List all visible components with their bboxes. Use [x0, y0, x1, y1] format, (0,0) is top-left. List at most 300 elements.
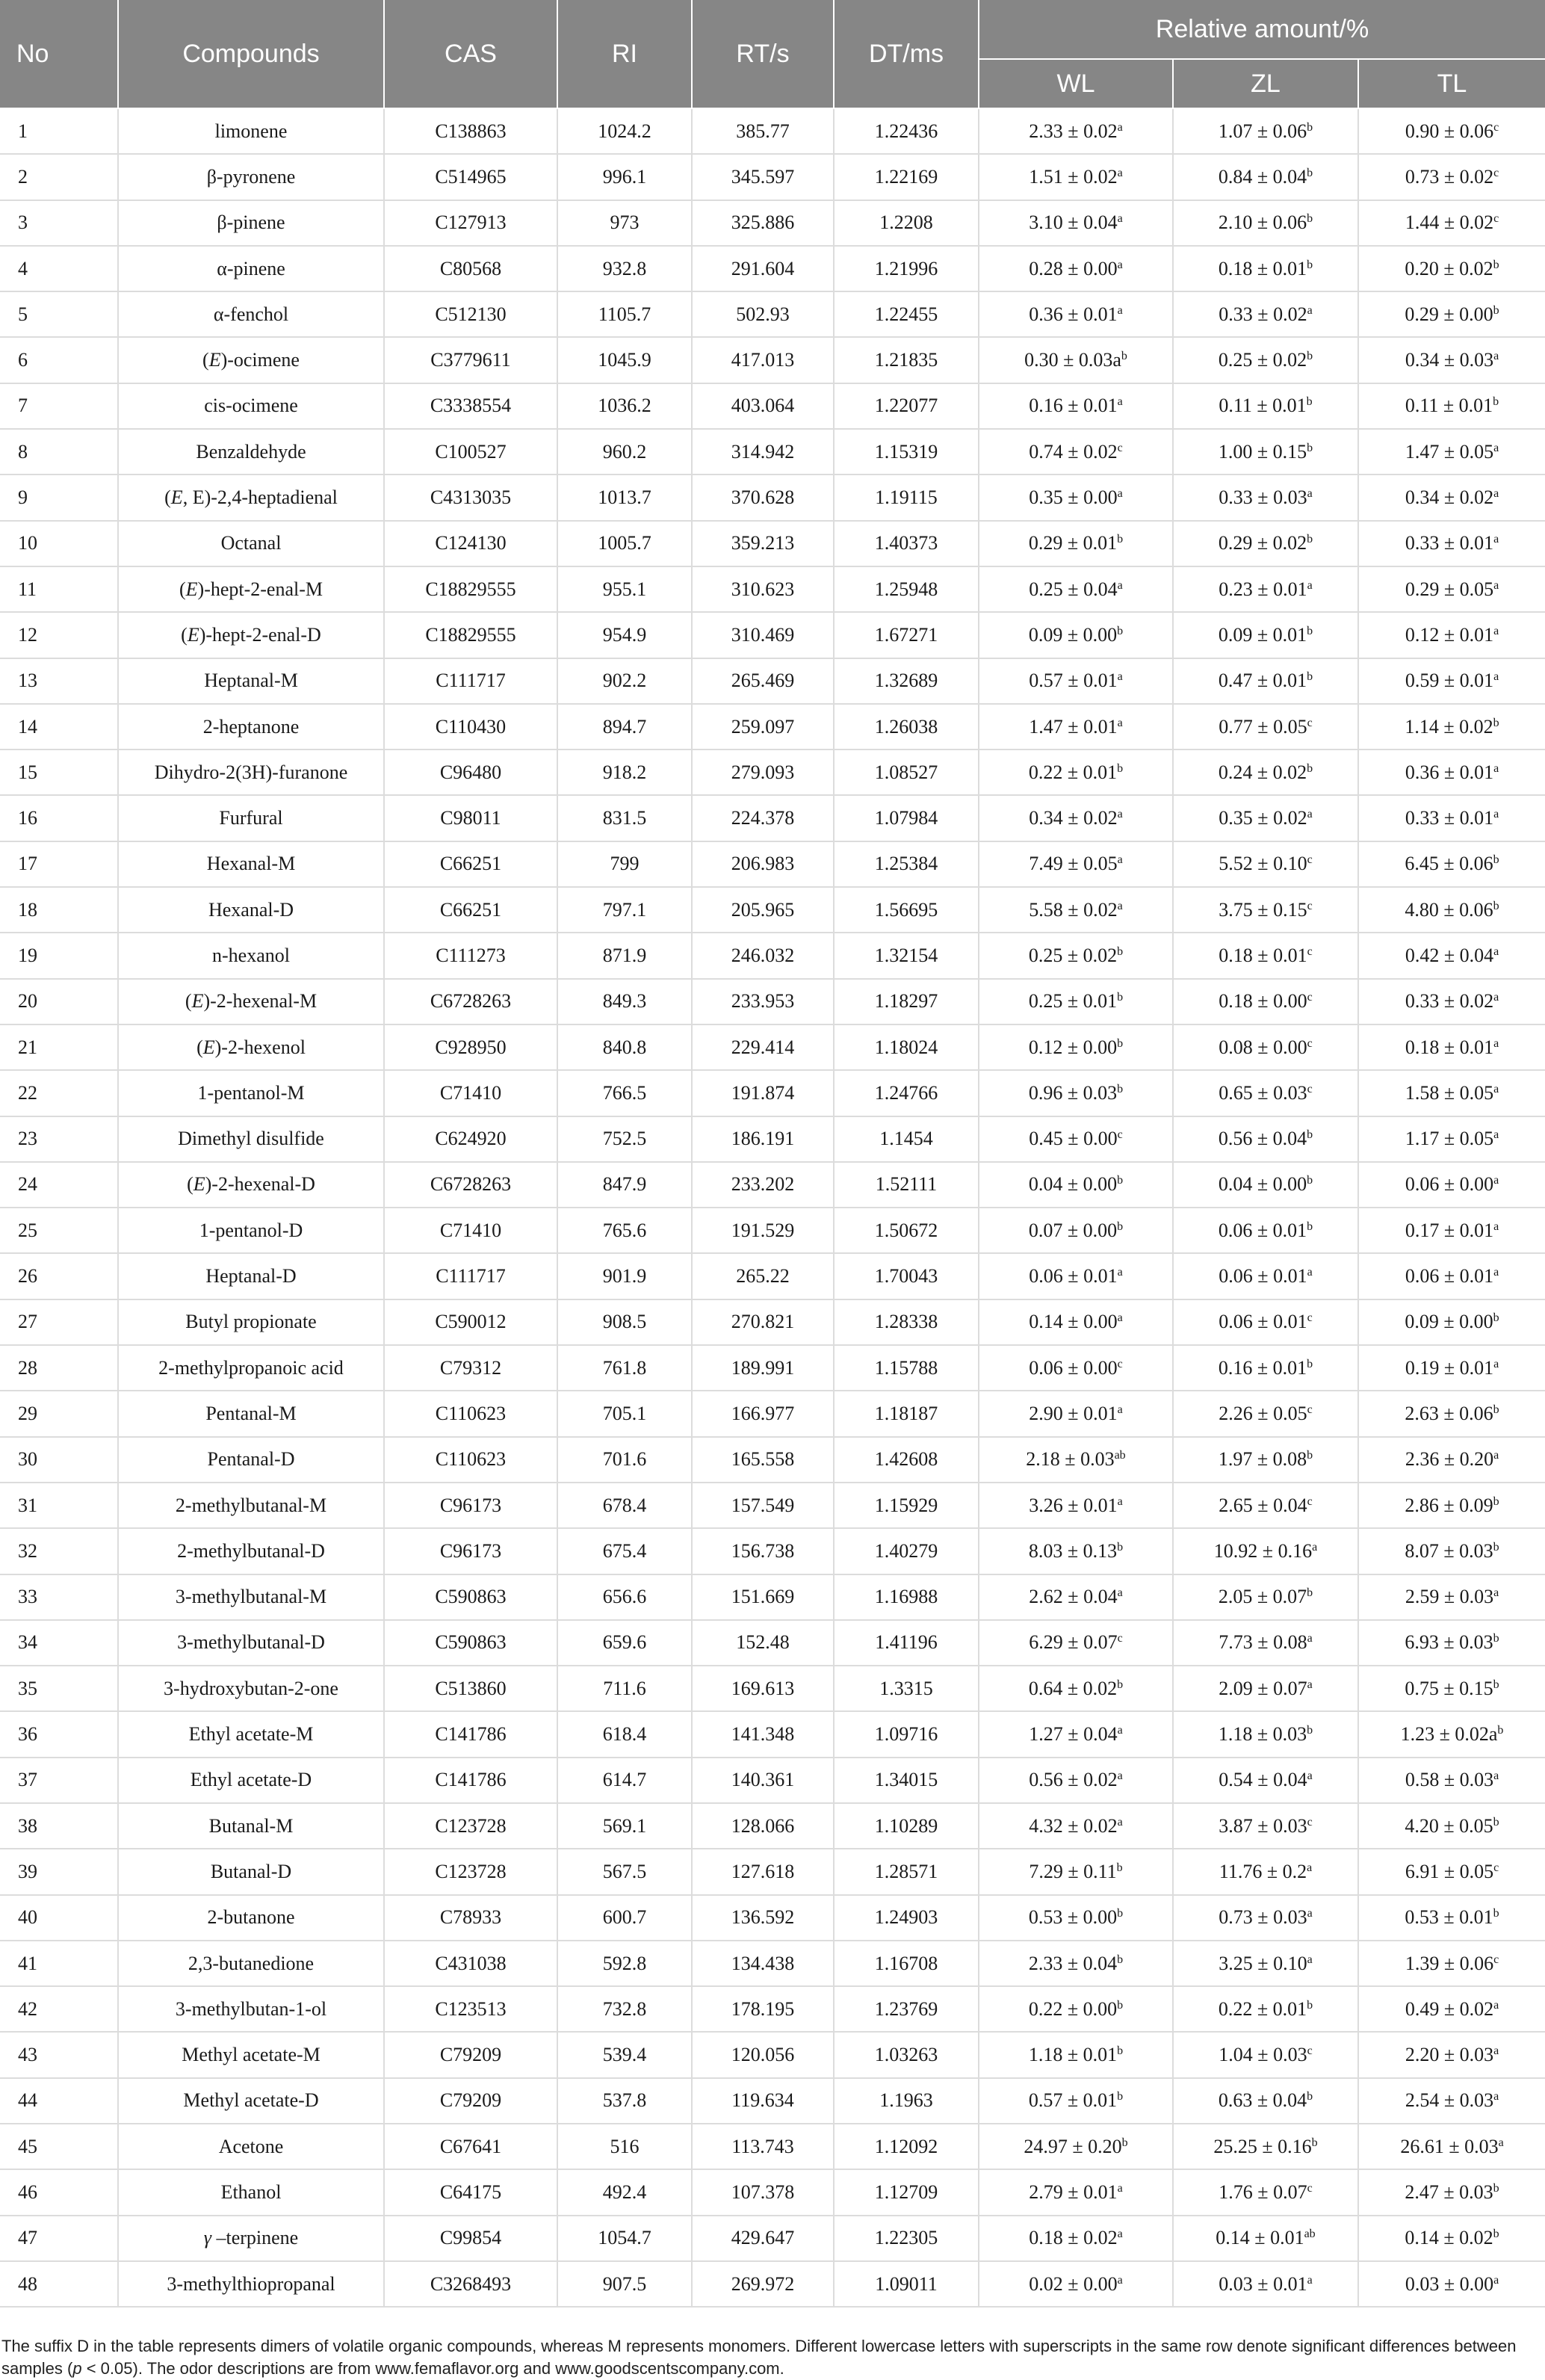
- cas-number: C110623: [384, 1437, 557, 1483]
- zl-value: [1173, 108, 1358, 154]
- cas-number: C4313035: [384, 475, 557, 520]
- retention-index: 894.7: [557, 704, 692, 749]
- retention-time: 233.202: [692, 1162, 834, 1208]
- wl-value: [979, 1528, 1173, 1574]
- wl-mean-sd: 0.04 ± 0.00: [1028, 1173, 1118, 1196]
- tl-value: [1358, 2032, 1545, 2077]
- compound-name: Octanal: [118, 521, 384, 566]
- wl-significance-letter: a: [1117, 2182, 1123, 2195]
- compound-name: Dimethyl disulfide: [118, 1116, 384, 1162]
- wl-value: [979, 749, 1173, 795]
- zl-significance-letter: a: [1307, 1678, 1313, 1691]
- tl-mean-sd: 1.14 ± 0.02: [1405, 715, 1493, 738]
- cas-number: C96480: [384, 749, 557, 795]
- table-row: [0, 1208, 1545, 1253]
- wl-value: [979, 887, 1173, 933]
- tl-value: [1358, 1299, 1545, 1345]
- wl-significance-letter: a: [1117, 1495, 1123, 1508]
- wl-mean-sd: 2.18 ± 0.03: [1026, 1448, 1115, 1471]
- zl-value: [1173, 2169, 1358, 2215]
- compound-name: Ethyl acetate-D: [118, 1758, 384, 1803]
- wl-significance-letter: b: [1117, 2044, 1124, 2058]
- zl-value: [1173, 429, 1358, 475]
- tl-significance-letter: a: [1493, 991, 1499, 1004]
- compound-suffix: )-2-hexenol: [214, 1036, 306, 1058]
- retention-index: 973: [557, 200, 692, 246]
- compound-name: [118, 566, 384, 612]
- row-number: 8: [0, 429, 118, 475]
- zl-value: [1173, 704, 1358, 749]
- zl-value: [1173, 1666, 1358, 1711]
- tl-significance-letter: a: [1493, 1586, 1499, 1600]
- wl-value: [979, 1299, 1173, 1345]
- zl-value: [1173, 383, 1358, 429]
- table-row: [0, 429, 1545, 475]
- zl-mean-sd: 1.07 ± 0.06: [1218, 120, 1307, 142]
- zl-value: [1173, 1483, 1358, 1528]
- cas-number: C99854: [384, 2216, 557, 2261]
- tl-value: [1358, 1437, 1545, 1483]
- tl-value: [1358, 1253, 1545, 1299]
- table-row: [0, 795, 1545, 841]
- header-relative-amount: Relative amount/%: [979, 0, 1545, 59]
- retention-time: 359.213: [692, 521, 834, 566]
- header-wl: WL: [979, 59, 1173, 108]
- wl-mean-sd: 1.51 ± 0.02: [1029, 165, 1118, 188]
- compound-suffix: )-2-hexenal-M: [203, 990, 318, 1013]
- tl-value: [1358, 658, 1545, 704]
- retention-index: 659.6: [557, 1620, 692, 1666]
- wl-significance-letter: b: [1117, 1953, 1124, 1966]
- zl-value: [1173, 1986, 1358, 2032]
- tl-significance-letter: b: [1493, 1311, 1499, 1325]
- zl-significance-letter: c: [1307, 1311, 1313, 1325]
- cas-number: C100527: [384, 429, 557, 475]
- tl-significance-letter: a: [1493, 1220, 1499, 1233]
- compound-italic: E: [170, 486, 183, 509]
- retention-index: 1105.7: [557, 291, 692, 337]
- wl-mean-sd: 0.14 ± 0.00: [1029, 1311, 1118, 1333]
- wl-significance-letter: a: [1117, 853, 1123, 867]
- compound-name: 1-pentanol-D: [118, 1208, 384, 1253]
- header-tl: TL: [1358, 59, 1545, 108]
- tl-significance-letter: c: [1493, 212, 1499, 226]
- retention-time: 224.378: [692, 795, 834, 841]
- retention-time: 136.592: [692, 1895, 834, 1941]
- wl-mean-sd: 7.29 ± 0.11: [1029, 1860, 1117, 1882]
- drift-time: 1.32154: [834, 933, 979, 978]
- wl-significance-letter: a: [1117, 2273, 1123, 2287]
- wl-value: [979, 2169, 1173, 2215]
- wl-value: [979, 1849, 1173, 1894]
- zl-value: [1173, 1253, 1358, 1299]
- drift-time: 1.24766: [834, 1070, 979, 1116]
- compound-name: 3-methylbutanal-D: [118, 1620, 384, 1666]
- row-number: 33: [0, 1574, 118, 1620]
- tl-mean-sd: 0.33 ± 0.01: [1405, 532, 1494, 554]
- wl-value: [979, 612, 1173, 658]
- wl-mean-sd: 0.25 ± 0.04: [1029, 578, 1118, 600]
- tl-mean-sd: 4.80 ± 0.06: [1405, 898, 1493, 921]
- wl-value: [979, 2216, 1173, 2261]
- zl-mean-sd: 0.14 ± 0.01: [1216, 2227, 1304, 2249]
- cas-number: C79209: [384, 2078, 557, 2124]
- cas-number: C111717: [384, 658, 557, 704]
- drift-time: 1.08527: [834, 749, 979, 795]
- cas-number: C3338554: [384, 383, 557, 429]
- table-row: [0, 1253, 1545, 1299]
- zl-significance-letter: a: [1307, 303, 1313, 317]
- drift-time: 1.21996: [834, 246, 979, 291]
- zl-mean-sd: 0.06 ± 0.01: [1219, 1265, 1307, 1288]
- wl-mean-sd: 5.58 ± 0.02: [1029, 898, 1118, 921]
- compound-name: β-pyronene: [118, 154, 384, 200]
- row-number: 35: [0, 1666, 118, 1711]
- wl-significance-letter: b: [1117, 991, 1124, 1004]
- table-body: [0, 108, 1545, 2307]
- wl-mean-sd: 0.16 ± 0.01: [1029, 395, 1118, 417]
- wl-value: [979, 1986, 1173, 2032]
- table-row: [0, 979, 1545, 1024]
- tl-significance-letter: b: [1493, 303, 1499, 317]
- table-row: [0, 337, 1545, 383]
- drift-time: 1.26038: [834, 704, 979, 749]
- row-number: 25: [0, 1208, 118, 1253]
- zl-significance-letter: b: [1307, 2090, 1313, 2104]
- tl-significance-letter: a: [1493, 624, 1499, 637]
- wl-value: [979, 1711, 1173, 1757]
- zl-significance-letter: b: [1307, 1998, 1313, 2012]
- row-number: 38: [0, 1803, 118, 1849]
- drift-time: 1.09011: [834, 2261, 979, 2307]
- tl-mean-sd: 2.54 ± 0.03: [1405, 2089, 1494, 2112]
- table-row: [0, 291, 1545, 337]
- wl-mean-sd: 7.49 ± 0.05: [1029, 853, 1118, 875]
- table-row: [0, 1620, 1545, 1666]
- zl-significance-letter: b: [1307, 1357, 1313, 1370]
- retention-index: 766.5: [557, 1070, 692, 1116]
- retention-time: 233.953: [692, 979, 834, 1024]
- zl-significance-letter: c: [1307, 1082, 1313, 1095]
- zl-significance-letter: b: [1307, 441, 1313, 454]
- retention-time: 229.414: [692, 1024, 834, 1070]
- compound-italic: E: [185, 578, 198, 600]
- zl-mean-sd: 10.92 ± 0.16: [1213, 1539, 1313, 1562]
- zl-significance-letter: a: [1307, 578, 1313, 592]
- zl-mean-sd: 0.47 ± 0.01: [1218, 670, 1307, 692]
- tl-value: [1358, 2078, 1545, 2124]
- cas-number: C110430: [384, 704, 557, 749]
- wl-mean-sd: 0.57 ± 0.01: [1029, 670, 1118, 692]
- retention-time: 128.066: [692, 1803, 834, 1849]
- drift-time: 1.52111: [834, 1162, 979, 1208]
- wl-value: [979, 429, 1173, 475]
- drift-time: 1.22077: [834, 383, 979, 429]
- retention-time: 279.093: [692, 749, 834, 795]
- row-number: 23: [0, 1116, 118, 1162]
- compound-italic: E: [187, 623, 199, 646]
- wl-significance-letter: c: [1117, 1128, 1123, 1142]
- zl-mean-sd: 0.08 ± 0.00: [1219, 1036, 1307, 1058]
- tl-value: [1358, 291, 1545, 337]
- zl-value: [1173, 2124, 1358, 2169]
- table-footnote: [1, 2335, 1541, 2380]
- zl-value: [1173, 1528, 1358, 1574]
- drift-time: 1.07984: [834, 795, 979, 841]
- wl-significance-letter: b: [1117, 1220, 1124, 1233]
- compound-suffix: )-ocimene: [220, 349, 300, 371]
- wl-significance-letter: b: [1117, 2090, 1124, 2104]
- cas-number: C127913: [384, 200, 557, 246]
- zl-mean-sd: 2.05 ± 0.07: [1218, 1586, 1307, 1608]
- tl-value: [1358, 1162, 1545, 1208]
- zl-mean-sd: 1.76 ± 0.07: [1219, 2181, 1307, 2203]
- retention-time: 206.983: [692, 841, 834, 887]
- compound-name: [118, 2216, 384, 2261]
- compound-prefix: (: [187, 1173, 193, 1196]
- zl-mean-sd: 3.25 ± 0.10: [1219, 1952, 1307, 1974]
- wl-mean-sd: 2.33 ± 0.02: [1029, 120, 1118, 142]
- wl-significance-letter: a: [1117, 2228, 1123, 2241]
- tl-mean-sd: 2.47 ± 0.03: [1405, 2181, 1493, 2203]
- retention-time: 270.821: [692, 1299, 834, 1345]
- wl-mean-sd: 8.03 ± 0.13: [1028, 1539, 1118, 1562]
- compound-suffix: )-2-hexenal-D: [205, 1173, 315, 1196]
- tl-significance-letter: a: [1493, 578, 1499, 592]
- tl-mean-sd: 0.11 ± 0.01: [1405, 395, 1493, 417]
- tl-significance-letter: a: [1493, 1449, 1499, 1462]
- retention-index: 1024.2: [557, 108, 692, 154]
- zl-significance-letter: c: [1307, 2044, 1313, 2058]
- zl-value: [1173, 1803, 1358, 1849]
- cas-number: C141786: [384, 1711, 557, 1757]
- wl-mean-sd: 2.62 ± 0.04: [1029, 1586, 1118, 1608]
- drift-time: 1.12709: [834, 2169, 979, 2215]
- wl-value: [979, 1070, 1173, 1116]
- zl-significance-letter: c: [1307, 1036, 1313, 1050]
- compound-name: Heptanal-M: [118, 658, 384, 704]
- table-row: [0, 1941, 1545, 1986]
- drift-time: 1.15929: [834, 1483, 979, 1528]
- retention-index: 539.4: [557, 2032, 692, 2077]
- row-number: 31: [0, 1483, 118, 1528]
- row-number: 39: [0, 1849, 118, 1894]
- row-number: 10: [0, 521, 118, 566]
- retention-index: 600.7: [557, 1895, 692, 1941]
- compound-name: Hexanal-M: [118, 841, 384, 887]
- tl-significance-letter: a: [1493, 1769, 1499, 1783]
- zl-value: [1173, 337, 1358, 383]
- compound-name: Pentanal-M: [118, 1391, 384, 1436]
- retention-time: 120.056: [692, 2032, 834, 2077]
- zl-value: [1173, 1895, 1358, 1941]
- zl-mean-sd: 0.18 ± 0.00: [1219, 990, 1307, 1013]
- tl-value: [1358, 1711, 1545, 1757]
- zl-mean-sd: 0.29 ± 0.02: [1218, 532, 1307, 554]
- drift-time: 1.21835: [834, 337, 979, 383]
- tl-mean-sd: 0.17 ± 0.01: [1405, 1219, 1494, 1241]
- tl-mean-sd: 0.75 ± 0.15: [1405, 1677, 1493, 1699]
- wl-mean-sd: 0.96 ± 0.03: [1028, 1081, 1118, 1104]
- tl-value: [1358, 1574, 1545, 1620]
- compound-name: Methyl acetate-D: [118, 2078, 384, 2124]
- wl-mean-sd: 0.64 ± 0.02: [1028, 1677, 1118, 1699]
- tl-mean-sd: 0.53 ± 0.01: [1405, 1906, 1493, 1929]
- drift-time: 1.70043: [834, 1253, 979, 1299]
- tl-significance-letter: a: [1493, 1128, 1499, 1142]
- tl-value: [1358, 749, 1545, 795]
- tl-significance-letter: b: [1493, 2182, 1499, 2195]
- zl-significance-letter: c: [1307, 1815, 1313, 1829]
- wl-mean-sd: 0.53 ± 0.00: [1028, 1906, 1118, 1929]
- wl-value: [979, 1391, 1173, 1436]
- zl-mean-sd: 0.35 ± 0.02: [1219, 807, 1307, 829]
- retention-index: 1005.7: [557, 521, 692, 566]
- zl-value: [1173, 1941, 1358, 1986]
- cas-number: C111717: [384, 1253, 557, 1299]
- wl-significance-letter: b: [1117, 1998, 1124, 2012]
- tl-significance-letter: b: [1493, 1815, 1499, 1829]
- table-row: [0, 2261, 1545, 2307]
- zl-value: [1173, 154, 1358, 200]
- wl-mean-sd: 1.18 ± 0.01: [1028, 2044, 1118, 2066]
- wl-value: [979, 1024, 1173, 1070]
- retention-time: 325.886: [692, 200, 834, 246]
- cas-number: C78933: [384, 1895, 557, 1941]
- compound-name: [118, 1024, 384, 1070]
- zl-value: [1173, 1162, 1358, 1208]
- tl-mean-sd: 0.42 ± 0.04: [1405, 944, 1494, 966]
- retention-index: 656.6: [557, 1574, 692, 1620]
- tl-value: [1358, 933, 1545, 978]
- zl-value: [1173, 475, 1358, 520]
- wl-value: [979, 933, 1173, 978]
- wl-value: [979, 1253, 1173, 1299]
- retention-index: 960.2: [557, 429, 692, 475]
- tl-mean-sd: 0.19 ± 0.01: [1405, 1356, 1494, 1379]
- row-number: 48: [0, 2261, 118, 2307]
- wl-value: [979, 1758, 1173, 1803]
- table-row: [0, 1483, 1545, 1528]
- cas-number: C79312: [384, 1345, 557, 1391]
- zl-significance-letter: a: [1307, 1632, 1313, 1645]
- compound-name: 2,3-butanedione: [118, 1941, 384, 1986]
- cas-number: C71410: [384, 1070, 557, 1116]
- wl-significance-letter: a: [1117, 212, 1123, 226]
- wl-value: [979, 704, 1173, 749]
- zl-value: [1173, 1574, 1358, 1620]
- table-row: [0, 200, 1545, 246]
- tl-value: [1358, 429, 1545, 475]
- cas-number: C66251: [384, 841, 557, 887]
- zl-value: [1173, 1758, 1358, 1803]
- wl-value: [979, 154, 1173, 200]
- wl-significance-letter: b: [1117, 533, 1124, 546]
- wl-significance-letter: b: [1117, 761, 1124, 775]
- row-number: 43: [0, 2032, 118, 2077]
- retention-index: 614.7: [557, 1758, 692, 1803]
- zl-significance-letter: a: [1307, 1861, 1313, 1874]
- zl-significance-letter: c: [1307, 716, 1313, 729]
- table-row: [0, 108, 1545, 154]
- cas-number: C123728: [384, 1849, 557, 1894]
- cas-number: C624920: [384, 1116, 557, 1162]
- drift-time: 1.40373: [834, 521, 979, 566]
- drift-time: 1.15788: [834, 1345, 979, 1391]
- drift-time: 1.09716: [834, 1711, 979, 1757]
- table-row: [0, 841, 1545, 887]
- table-row: [0, 1758, 1545, 1803]
- tl-value: [1358, 2169, 1545, 2215]
- wl-value: [979, 1803, 1173, 1849]
- compound-name: [118, 337, 384, 383]
- table-row: [0, 1391, 1545, 1436]
- wl-mean-sd: 0.18 ± 0.02: [1029, 2227, 1118, 2249]
- compound-name: limonene: [118, 108, 384, 154]
- zl-significance-letter: c: [1307, 899, 1313, 912]
- wl-significance-letter: a: [1117, 166, 1123, 179]
- wl-significance-letter: a: [1117, 899, 1123, 912]
- wl-significance-letter: a: [1117, 1266, 1123, 1279]
- zl-significance-letter: a: [1307, 808, 1313, 821]
- cas-number: C18829555: [384, 612, 557, 658]
- table-row: [0, 383, 1545, 429]
- table-row: [0, 521, 1545, 566]
- retention-index: 954.9: [557, 612, 692, 658]
- wl-significance-letter: b: [1117, 1540, 1124, 1554]
- table-row: [0, 154, 1545, 200]
- tl-mean-sd: 0.58 ± 0.03: [1405, 1769, 1494, 1791]
- retention-time: 169.613: [692, 1666, 834, 1711]
- tl-mean-sd: 0.34 ± 0.03: [1405, 349, 1494, 371]
- tl-significance-letter: a: [1493, 441, 1499, 454]
- zl-significance-letter: b: [1307, 1724, 1313, 1737]
- zl-value: [1173, 200, 1358, 246]
- compound-name: Ethyl acetate-M: [118, 1711, 384, 1757]
- tl-value: [1358, 200, 1545, 246]
- drift-time: 1.18024: [834, 1024, 979, 1070]
- compound-name: Acetone: [118, 2124, 384, 2169]
- drift-time: 1.16988: [834, 1574, 979, 1620]
- zl-mean-sd: 11.76 ± 0.2: [1219, 1860, 1307, 1882]
- drift-time: 1.03263: [834, 2032, 979, 2077]
- tl-significance-letter: b: [1493, 899, 1499, 912]
- wl-mean-sd: 0.28 ± 0.00: [1029, 257, 1118, 279]
- tl-significance-letter: a: [1493, 1174, 1499, 1187]
- compound-name: α-pinene: [118, 246, 384, 291]
- wl-mean-sd: 0.12 ± 0.00: [1028, 1036, 1118, 1058]
- cas-number: C124130: [384, 521, 557, 566]
- retention-time: 113.743: [692, 2124, 834, 2169]
- cas-number: C590012: [384, 1299, 557, 1345]
- compound-italic: γ: [203, 2227, 211, 2249]
- drift-time: 1.28338: [834, 1299, 979, 1345]
- retention-index: 1045.9: [557, 337, 692, 383]
- cas-number: C6728263: [384, 1162, 557, 1208]
- compound-suffix: , E)-2,4-heptadienal: [182, 486, 338, 509]
- tl-mean-sd: 6.45 ± 0.06: [1405, 853, 1493, 875]
- row-number: 37: [0, 1758, 118, 1803]
- tl-value: [1358, 383, 1545, 429]
- zl-value: [1173, 841, 1358, 887]
- compound-name: [118, 979, 384, 1024]
- row-number: 30: [0, 1437, 118, 1483]
- zl-mean-sd: 0.18 ± 0.01: [1218, 257, 1307, 279]
- wl-value: [979, 1437, 1173, 1483]
- zl-value: [1173, 1024, 1358, 1070]
- tl-mean-sd: 1.23 ± 0.02a: [1400, 1723, 1498, 1746]
- retention-index: 918.2: [557, 749, 692, 795]
